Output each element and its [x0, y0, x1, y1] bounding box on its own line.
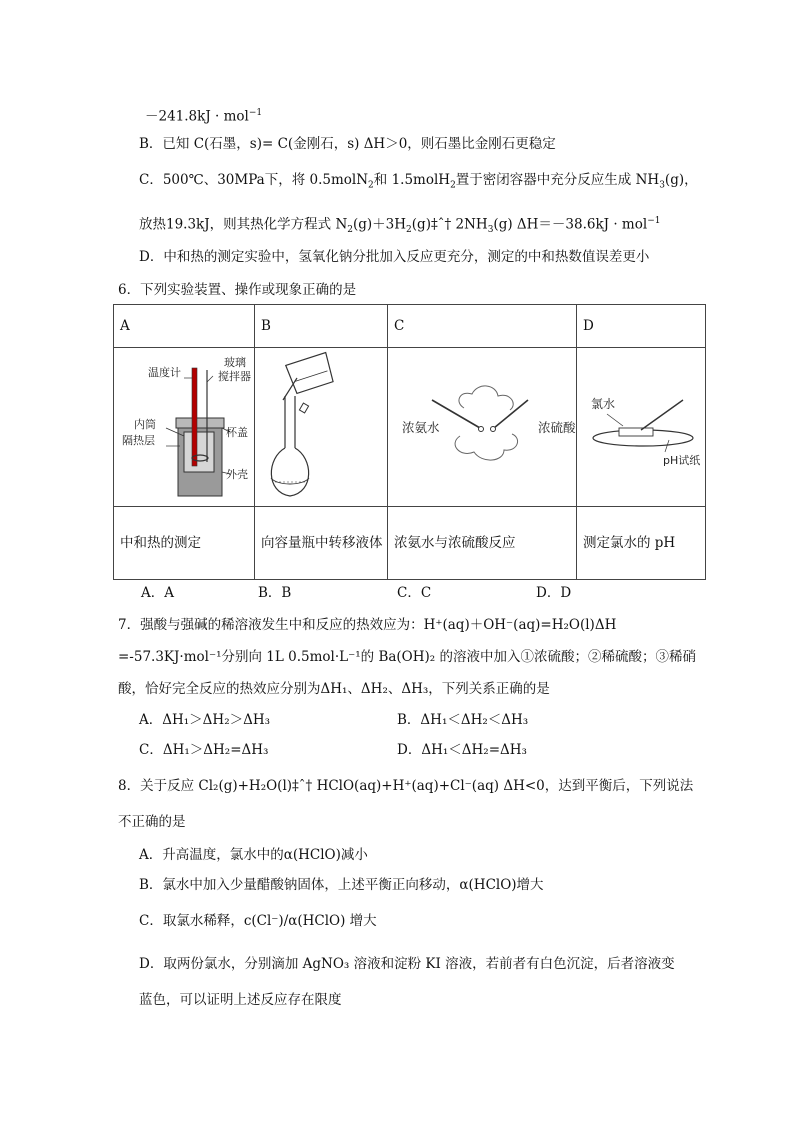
beaker-shape — [286, 353, 335, 395]
label-ph-paper: pH试纸 — [663, 454, 701, 467]
q5-option-d: D．中和热的测定实验中，氢氧化钠分批加入反应更充分，测定的中和热数值误差更小 — [139, 249, 650, 265]
q5-option-b: B．已知 C(石墨，s)= C(金刚石，s) ΔH＞0，则石墨比金刚石更稳定 — [139, 136, 556, 152]
q6-header-c: C — [388, 305, 577, 348]
q5-option-c-line1: C．500℃、30MPa下，将 0.5molN$_2$和 1.5molH$_2$置于密闭容器中充分反应生成 $NH_3(g)$， — [139, 172, 698, 191]
label-lid: 杯盖 — [226, 426, 248, 439]
q6-figure-a — [114, 348, 255, 507]
label-stirrer-2: 搅拌器 — [218, 370, 251, 383]
label-insulation: 隔热层 — [122, 434, 155, 447]
q6-stem: 6．下列实验装置、操作或现象正确的是 — [118, 282, 357, 298]
q8-choice-c[interactable]: C．取氯水稀释，c(Cl⁻)/α(HClO) 增大 — [139, 913, 377, 929]
flask-body — [271, 448, 308, 496]
q8-choice-d-line1[interactable]: D．取两份氯水，分别滴加 AgNO₃ 溶液和淀粉 KI 溶液，若前者有白色沉淀，后者溶液变 — [139, 956, 675, 972]
q6-choice-c[interactable]: C．C — [397, 585, 432, 601]
ph-test-diagram — [583, 348, 705, 502]
label-acid: 浓硫酸 — [538, 420, 576, 435]
label-inner-cup: 内筒 — [134, 418, 156, 431]
calorimeter-diagram — [120, 348, 254, 502]
label-shell: 外壳 — [226, 468, 248, 481]
smoke-bottom — [455, 434, 517, 460]
q7-choice-c[interactable]: C．ΔH₁＞ΔH₂=ΔH₃ — [139, 742, 269, 758]
q6-caption-a: 中和热的测定 — [114, 507, 255, 580]
q6-choice-b[interactable]: B．B — [258, 585, 292, 601]
ammonia-acid-diagram — [394, 348, 576, 502]
q7-stem-line1: 7．强酸与强碱的稀溶液发生中和反应的热效应为：H⁺(aq)＋OH⁻(aq)=H₂O(l)ΔH — [118, 617, 617, 633]
q6-header-b: B — [255, 305, 388, 348]
q7-stem-line3: 酸，恰好完全反应的热效应分别为ΔH₁、ΔH₂、ΔH₃，下列关系正确的是 — [118, 681, 550, 697]
q7-choice-d[interactable]: D．ΔH₁＜ΔH₂=ΔH₃ — [397, 742, 527, 758]
label-stirrer-1: 玻璃 — [224, 356, 246, 369]
q8-stem-line2: 不正确的是 — [118, 814, 186, 830]
q6-figure-b — [255, 348, 388, 507]
q6-choice-d[interactable]: D．D — [536, 585, 572, 601]
label-thermometer: 温度计 — [148, 366, 181, 379]
stopper-shape — [299, 403, 308, 413]
q8-stem-line1: 8．关于反应 Cl₂(g)+H₂O(l)‡ˆ† HClO(aq)+H⁺(aq)+Cl⁻(aq) ΔH<0，达到平衡后，下列说法 — [118, 778, 694, 794]
q8-choice-d-line2: 蓝色，可以证明上述反应存在限度 — [139, 992, 342, 1008]
q7-choice-a[interactable]: A．ΔH₁＞ΔH₂＞ΔH₃ — [139, 712, 271, 728]
q6-caption-b: 向容量瓶中转移液体 — [255, 507, 388, 580]
q8-choice-b[interactable]: B．氯水中加入少量醋酸钠固体，上述平衡正向移动，α(HClO)增大 — [139, 877, 544, 893]
inner-cup-shape — [184, 432, 214, 472]
q6-header-d: D — [577, 305, 706, 348]
lid-shape — [176, 418, 224, 428]
smoke-top — [459, 386, 513, 410]
q7-choice-b[interactable]: B．ΔH₁＜ΔH₂＜ΔH₃ — [397, 712, 529, 728]
q6-caption-d: 测定氯水的 pH — [577, 507, 706, 580]
q6-header-a: A — [114, 305, 255, 348]
thermometer-shape — [192, 368, 197, 466]
q6-figure-c — [388, 348, 577, 507]
q8-choice-a[interactable]: A．升高温度，氯水中的α(HClO)减小 — [139, 847, 368, 863]
volumetric-flask-diagram — [261, 348, 387, 502]
label-ammonia: 浓氨水 — [402, 420, 440, 435]
q6-choice-a[interactable]: A．A — [141, 585, 174, 601]
rod-right — [494, 400, 528, 428]
q7-stem-line2: =-57.3KJ·mol⁻¹分别向 1L 0.5mol·L⁻¹的 Ba(OH)₂ 的溶液中加入①浓硫酸；②稀硫酸；③稀硝 — [118, 649, 696, 665]
q5-option-a-tail: －241.8kJ · mol$^{-1}$ — [145, 108, 263, 125]
ph-paper-shape — [619, 428, 653, 436]
flask-neck — [285, 396, 295, 448]
q5-option-c-line2: 放热19.3kJ，则其热化学方程式 $N_2(g)+3H_2(g)\ddagger ˆ\dagger$ $2NH_3(g) \Delta H=-38.6kJ \cdot mol^{-1}$ — [139, 216, 661, 236]
label-chlorine-water: 氯水 — [591, 397, 616, 411]
q6-options-table — [113, 304, 706, 580]
q6-figure-d — [577, 348, 706, 507]
q6-caption-c: 浓氨水与浓硫酸反应 — [388, 507, 577, 580]
dropper-rod — [641, 400, 683, 430]
